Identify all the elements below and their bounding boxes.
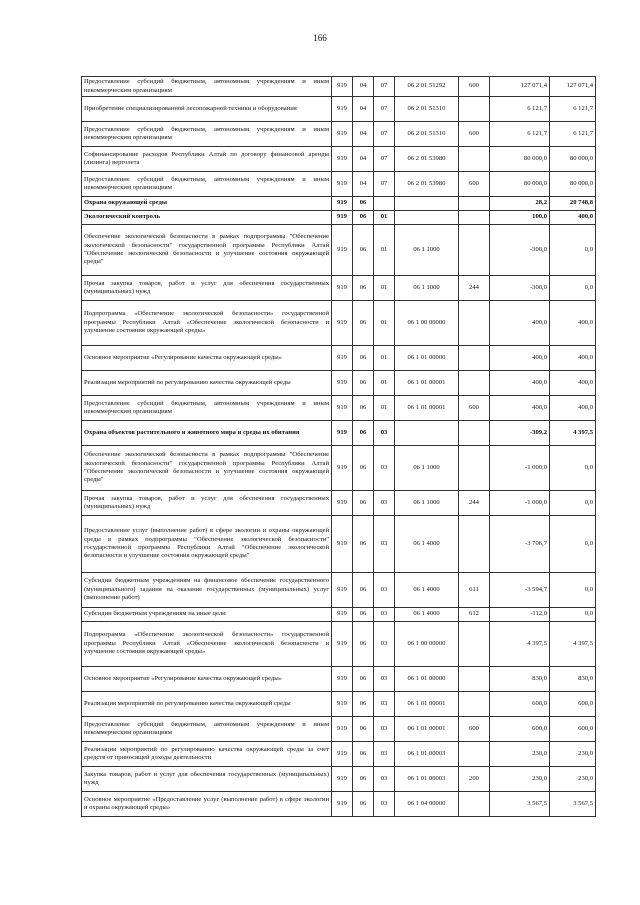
row-name-cell: Предоставление услуг (выполнение работ) в сфере экологии и охраны окружающей среды в рамках подпрограммы "Обеспечение экологической безопасности" государственной программы Республики Алтай "Обеспечение экологической безопасности и улучшение состояния окружающей среды" [82,516,332,573]
row-name-cell: Реализация мероприятий по регулированию качества окружающей среды [82,371,332,396]
row-section-cell: 06 [353,792,374,817]
row-admin-code-cell: 919 [332,622,353,667]
row-subsection-cell: 03 [374,622,395,667]
row-amount-total-cell: 0,0 [550,276,596,301]
row-amount-total-cell: 0,0 [550,573,596,608]
row-name-cell: Субсидии бюджетным учреждениям на финансовое обеспечение государственного (муниципального) задания на оказание государственных (муниципальных) услуг (выполнение работ) [82,573,332,608]
row-section-cell: 04 [353,122,374,147]
row-amount-change-cell: -3 706,7 [490,516,550,573]
row-subsection-cell: 01 [374,276,395,301]
row-subsection-cell: 01 [374,211,395,225]
table-row [82,446,596,491]
row-amount-total-cell: 0,0 [550,446,596,491]
row-expense-type-cell: 200 [459,767,490,792]
row-admin-code-cell: 919 [332,717,353,742]
row-name-cell: Прочая закупка товаров, работ и услуг для обеспечения государственных (муниципальных) нужд [82,491,332,516]
row-name-cell: Приобретение специализированной лесопожарной техники и оборудования [82,97,332,122]
row-subsection-cell: 01 [374,301,395,346]
row-amount-change-cell: -300,0 [490,276,550,301]
row-subsection-cell: 03 [374,446,395,491]
row-section-cell: 06 [353,197,374,211]
row-target-article-cell: 06 1 01 00001 [395,371,459,396]
row-admin-code-cell: 919 [332,692,353,717]
table-row [82,767,596,792]
row-section-cell: 04 [353,77,374,97]
row-amount-change-cell: 80 000,0 [490,172,550,197]
row-section-cell: 06 [353,622,374,667]
row-target-article-cell: 06 1 01 00001 [395,717,459,742]
row-amount-total-cell: 0,0 [550,608,596,622]
row-expense-type-cell [459,371,490,396]
row-target-article-cell: 06 1 1000 [395,276,459,301]
row-amount-total-cell: 6 121,7 [550,122,596,147]
row-name-cell: Реализация мероприятий по регулированию качества окружающей среды за счет средств от приносящей доходы деятельности [82,742,332,767]
table-row [82,622,596,667]
row-amount-total-cell: 4 397,5 [550,622,596,667]
row-name-cell: Основное мероприятие «Предоставление услуг (выполнение работ) в сфере экологии и охраны окружающей среды» [82,792,332,817]
row-target-article-cell [395,211,459,225]
table-row [82,276,596,301]
row-name-cell: Охрана объектов растительного и животного мира и среды их обитания [82,421,332,446]
row-target-article-cell: 06 1 01 00001 [395,692,459,717]
row-amount-total-cell: 4 397,5 [550,421,596,446]
row-name-cell: Подпрограмма «Обеспечение экологической безопасности» государственной программы Республики Алтай «Обеспечение экологической безопасности и улучшение состояния окружающей среды» [82,622,332,667]
table-row [82,573,596,608]
row-amount-change-cell: 127 071,4 [490,77,550,97]
table-row [82,211,596,225]
row-amount-total-cell: 3 567,5 [550,792,596,817]
row-amount-total-cell: 0,0 [550,516,596,573]
row-name-cell: Предоставление субсидий бюджетным, автономным учреждениям и иным некоммерческим организациям [82,396,332,421]
row-amount-change-cell: -1 000,0 [490,446,550,491]
row-target-article-cell: 06 1 00 00000 [395,301,459,346]
row-target-article-cell [395,197,459,211]
row-target-article-cell: 06 2 01 53980 [395,147,459,172]
row-section-cell: 06 [353,667,374,692]
row-target-article-cell: 06 2 01 53980 [395,172,459,197]
row-amount-change-cell: 230,0 [490,767,550,792]
row-amount-total-cell: 230,0 [550,767,596,792]
row-target-article-cell: 06 1 1000 [395,225,459,276]
row-admin-code-cell: 919 [332,122,353,147]
row-subsection-cell: 07 [374,122,395,147]
row-expense-type-cell: 612 [459,608,490,622]
row-amount-total-cell: 400,0 [550,211,596,225]
table-row [82,516,596,573]
row-subsection-cell: 03 [374,491,395,516]
row-subsection-cell: 03 [374,692,395,717]
row-target-article-cell: 06 1 4000 [395,516,459,573]
row-amount-total-cell: 20 748,8 [550,197,596,211]
row-amount-change-cell: 6 121,7 [490,122,550,147]
row-admin-code-cell: 919 [332,346,353,371]
row-amount-total-cell: 400,0 [550,301,596,346]
row-section-cell: 06 [353,692,374,717]
row-subsection-cell: 07 [374,97,395,122]
row-expense-type-cell: 600 [459,122,490,147]
row-section-cell: 06 [353,421,374,446]
table-row [82,742,596,767]
row-name-cell: Охрана окружающей среды [82,197,332,211]
row-subsection-cell: 03 [374,717,395,742]
row-expense-type-cell [459,225,490,276]
row-admin-code-cell: 919 [332,742,353,767]
table-row [82,667,596,692]
row-target-article-cell: 06 1 01 00001 [395,396,459,421]
row-admin-code-cell: 919 [332,211,353,225]
row-target-article-cell: 06 1 01 00003 [395,767,459,792]
row-target-article-cell: 06 1 4000 [395,573,459,608]
row-target-article-cell: 06 1 1000 [395,446,459,491]
table-row [82,717,596,742]
row-subsection-cell: 03 [374,667,395,692]
row-target-article-cell: 06 1 1000 [395,491,459,516]
row-expense-type-cell [459,667,490,692]
table-row [82,792,596,817]
row-expense-type-cell [459,692,490,717]
row-admin-code-cell: 919 [332,396,353,421]
row-subsection-cell: 03 [374,573,395,608]
row-expense-type-cell: 600 [459,77,490,97]
row-subsection-cell: 03 [374,608,395,622]
row-admin-code-cell: 919 [332,792,353,817]
row-amount-total-cell: 400,0 [550,396,596,421]
row-admin-code-cell: 919 [332,516,353,573]
row-section-cell: 06 [353,516,374,573]
row-subsection-cell: 03 [374,421,395,446]
row-expense-type-cell: 611 [459,573,490,608]
row-name-cell: Прочая закупка товаров, работ и услуг для обеспечения государственных (муниципальных) нужд [82,276,332,301]
row-subsection-cell: 03 [374,516,395,573]
row-section-cell: 06 [353,608,374,622]
row-admin-code-cell: 919 [332,446,353,491]
row-name-cell: Предоставление субсидий бюджетным, автономным учреждениям и иным некоммерческим организациям [82,122,332,147]
row-name-cell: Экологический контроль [82,211,332,225]
row-section-cell: 04 [353,172,374,197]
row-expense-type-cell [459,421,490,446]
row-subsection-cell: 01 [374,225,395,276]
row-expense-type-cell [459,211,490,225]
row-section-cell: 04 [353,147,374,172]
row-admin-code-cell: 919 [332,301,353,346]
row-expense-type-cell [459,622,490,667]
table-row [82,371,596,396]
row-amount-total-cell: 600,0 [550,692,596,717]
row-name-cell: Обеспечение экологической безопасности в рамках подпрограммы "Обеспечение экологической безопасности" государственной программы Республики Алтай "Обеспечение экологической безопасности и улучшение состояния окружающей среды" [82,225,332,276]
row-amount-change-cell: 600,0 [490,717,550,742]
row-amount-change-cell: -309,2 [490,421,550,446]
budget-table [81,76,596,817]
row-admin-code-cell: 919 [332,276,353,301]
row-name-cell: Подпрограмма «Обеспечение экологической безопасности» государственной программы Республики Алтай «Обеспечение экологической безопасности и улучшение состояния окружающей среды» [82,301,332,346]
row-section-cell: 06 [353,301,374,346]
row-admin-code-cell: 919 [332,608,353,622]
row-admin-code-cell: 919 [332,371,353,396]
row-target-article-cell: 06 2 01 51292 [395,77,459,97]
row-amount-change-cell: 28,2 [490,197,550,211]
row-subsection-cell: 01 [374,371,395,396]
table-row [82,692,596,717]
row-expense-type-cell: 244 [459,276,490,301]
row-amount-change-cell: 400,0 [490,346,550,371]
row-expense-type-cell [459,742,490,767]
row-amount-change-cell: -3 594,7 [490,573,550,608]
row-expense-type-cell: 600 [459,396,490,421]
row-target-article-cell: 06 1 01 00000 [395,346,459,371]
table-row [82,97,596,122]
row-expense-type-cell: 600 [459,717,490,742]
row-name-cell: Обеспечение экологической безопасности в рамках подпрограммы "Обеспечение экологической безопасности" государственной программы Республики Алтай "Обеспечение экологической безопасности и улучшение состояния окружающей среды" [82,446,332,491]
row-target-article-cell: 06 1 00 00000 [395,622,459,667]
table-row [82,77,596,97]
row-admin-code-cell: 919 [332,573,353,608]
table-row [82,491,596,516]
row-section-cell: 04 [353,97,374,122]
row-amount-change-cell: 600,0 [490,692,550,717]
row-expense-type-cell [459,97,490,122]
row-amount-total-cell: 400,0 [550,371,596,396]
row-target-article-cell: 06 1 01 00003 [395,742,459,767]
row-name-cell: Основное мероприятие «Регулирование качества окружающей среды» [82,346,332,371]
row-section-cell: 06 [353,742,374,767]
row-section-cell: 06 [353,491,374,516]
table-row [82,608,596,622]
row-name-cell: Реализация мероприятий по регулированию качества окружающей среды [82,692,332,717]
row-subsection-cell [374,197,395,211]
row-amount-change-cell: 400,0 [490,301,550,346]
row-section-cell: 06 [353,346,374,371]
row-expense-type-cell [459,516,490,573]
row-amount-change-cell: 4 397,5 [490,622,550,667]
row-section-cell: 06 [353,717,374,742]
row-target-article-cell [395,421,459,446]
row-admin-code-cell: 919 [332,172,353,197]
row-amount-change-cell: -1 000,0 [490,491,550,516]
row-section-cell: 06 [353,573,374,608]
row-expense-type-cell [459,301,490,346]
row-amount-total-cell: 400,0 [550,346,596,371]
row-amount-total-cell: 600,0 [550,717,596,742]
row-section-cell: 06 [353,396,374,421]
row-amount-change-cell: 230,0 [490,742,550,767]
row-name-cell: Предоставление субсидий бюджетным, автономным учреждениям и иным некоммерческим организациям [82,172,332,197]
row-subsection-cell: 07 [374,172,395,197]
row-amount-change-cell: 3 567,5 [490,792,550,817]
row-amount-change-cell: 80 000,0 [490,147,550,172]
row-admin-code-cell: 919 [332,97,353,122]
row-section-cell: 06 [353,211,374,225]
row-admin-code-cell: 919 [332,491,353,516]
row-name-cell: Субсидии бюджетным учреждениям на иные цели [82,608,332,622]
row-amount-total-cell: 0,0 [550,491,596,516]
row-amount-total-cell: 80 000,0 [550,147,596,172]
table-row [82,396,596,421]
row-target-article-cell: 06 2 01 51310 [395,122,459,147]
row-expense-type-cell [459,147,490,172]
table-row [82,421,596,446]
table-row [82,225,596,276]
row-section-cell: 06 [353,767,374,792]
row-expense-type-cell: 600 [459,172,490,197]
row-admin-code-cell: 919 [332,225,353,276]
row-subsection-cell: 07 [374,77,395,97]
row-name-cell: Софинансирование расходов Республики Алтай по договору финансовой аренды (лизинга) вертолета [82,147,332,172]
row-amount-total-cell: 0,0 [550,225,596,276]
row-expense-type-cell: 244 [459,491,490,516]
row-name-cell: Основное мероприятие «Регулирование качества окружающей среды» [82,667,332,692]
table-row [82,346,596,371]
row-subsection-cell: 01 [374,346,395,371]
row-admin-code-cell: 919 [332,767,353,792]
row-amount-change-cell: -112,0 [490,608,550,622]
row-amount-total-cell: 230,0 [550,742,596,767]
row-admin-code-cell: 919 [332,421,353,446]
row-admin-code-cell: 919 [332,667,353,692]
row-name-cell: Предоставление субсидий бюджетным, автономным учреждениям и иным некоммерческим организациям [82,717,332,742]
row-admin-code-cell: 919 [332,77,353,97]
row-subsection-cell: 01 [374,396,395,421]
row-amount-total-cell: 127 071,4 [550,77,596,97]
table-row [82,197,596,211]
row-section-cell: 06 [353,225,374,276]
table-row [82,301,596,346]
table-row [82,147,596,172]
row-amount-change-cell: 400,0 [490,371,550,396]
row-section-cell: 06 [353,371,374,396]
row-expense-type-cell [459,346,490,371]
row-amount-change-cell: 6 121,7 [490,97,550,122]
row-name-cell: Закупка товаров, работ и услуг для обеспечения государственных (муниципальных) нужд [82,767,332,792]
row-subsection-cell: 07 [374,147,395,172]
row-target-article-cell: 06 1 4000 [395,608,459,622]
row-expense-type-cell [459,197,490,211]
row-amount-total-cell: 830,0 [550,667,596,692]
row-name-cell: Предоставление субсидий бюджетным, автономным учреждениям и иным некоммерческим организациям [82,77,332,97]
table-row [82,172,596,197]
row-admin-code-cell: 919 [332,197,353,211]
row-subsection-cell: 03 [374,792,395,817]
row-expense-type-cell [459,792,490,817]
budget-table-body [82,77,596,817]
table-row [82,122,596,147]
row-amount-total-cell: 80 000,0 [550,172,596,197]
row-amount-change-cell: 830,0 [490,667,550,692]
row-target-article-cell: 06 1 01 00000 [395,667,459,692]
row-expense-type-cell [459,446,490,491]
row-target-article-cell: 06 2 01 51310 [395,97,459,122]
row-target-article-cell: 06 1 04 00000 [395,792,459,817]
row-section-cell: 06 [353,446,374,491]
row-amount-total-cell: 6 121,7 [550,97,596,122]
row-subsection-cell: 03 [374,767,395,792]
row-amount-change-cell: 400,0 [490,396,550,421]
row-amount-change-cell: 100,0 [490,211,550,225]
row-admin-code-cell: 919 [332,147,353,172]
row-amount-change-cell: -300,0 [490,225,550,276]
row-subsection-cell: 03 [374,742,395,767]
row-section-cell: 06 [353,276,374,301]
page-number: 166 [313,33,327,43]
